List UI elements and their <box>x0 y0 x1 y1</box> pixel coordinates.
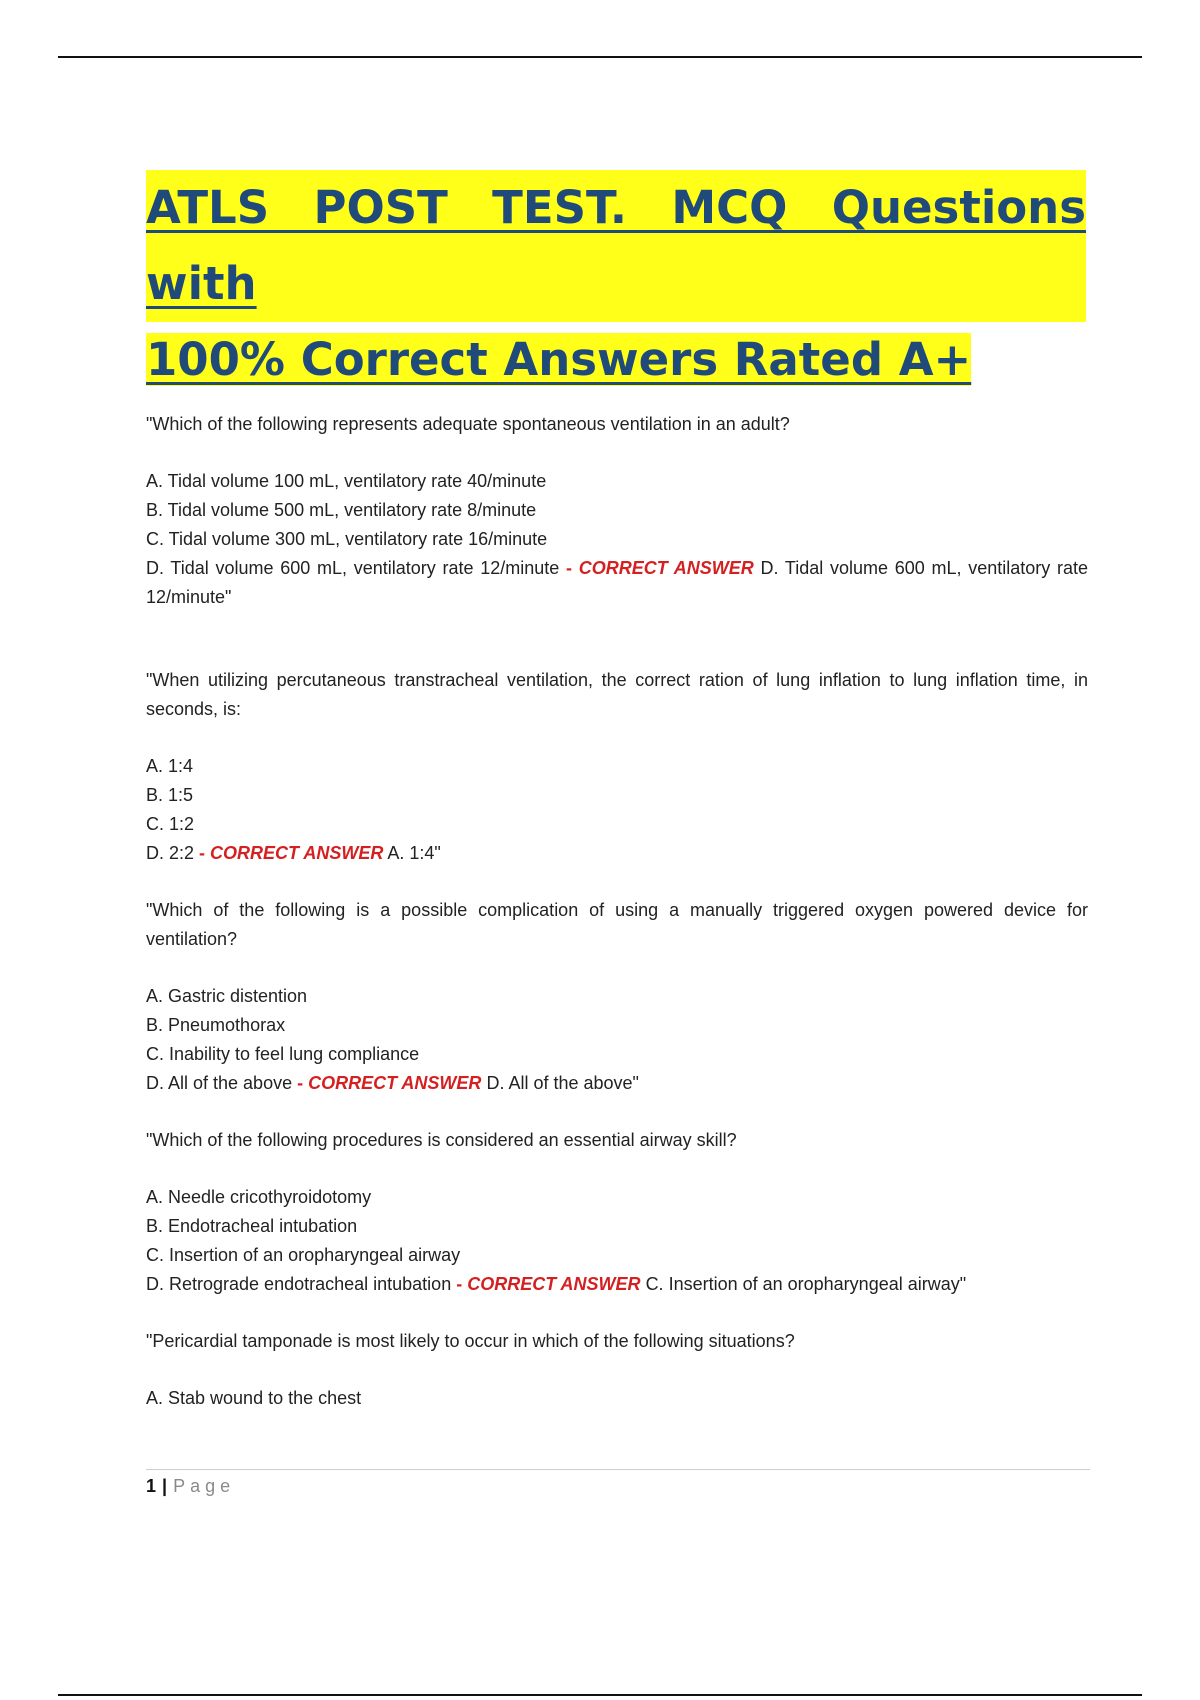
option-d-text: D. Retrograde endotracheal intubation <box>146 1274 452 1294</box>
correct-answer-label: CORRECT ANSWER <box>308 1073 482 1093</box>
question-text: "Which of the following is a possible complication of using a manually triggered oxygen powered device for ventilation? <box>146 900 1088 949</box>
option-d <box>146 554 1088 612</box>
option-d-text: D. 2:2 <box>146 843 195 863</box>
option-d-text: D. All of the above <box>146 1073 293 1093</box>
page-number: 1 <box>146 1476 157 1496</box>
question-text: "Pericardial tamponade is most likely to occur in which of the following situations? <box>146 1331 795 1351</box>
question-text: "When utilizing percutaneous transtracheal ventilation, the correct ration of lung inflation to lung inflation time, in seconds, is: <box>146 670 1088 719</box>
question-text: "Which of the following represents adequate spontaneous ventilation in an adult? <box>146 414 790 434</box>
title-line-2: 100% Correct Answers Rated A+ <box>146 333 972 386</box>
option-d <box>146 1069 1088 1098</box>
document-title <box>146 170 1086 398</box>
option-a: A. Stab wound to the chest <box>146 1388 362 1408</box>
bottom-rule <box>58 1694 1142 1696</box>
title-line-1: ATLS POST TEST. MCQ Questions with <box>146 170 1086 322</box>
question-block <box>146 666 1088 868</box>
answer-separator: - <box>451 1274 468 1294</box>
correct-answer-text: D. Tidal volume 600 mL, ventilatory rate 12/minute" <box>146 558 1088 607</box>
correct-answer-label: CORRECT ANSWER <box>578 558 754 578</box>
option-list <box>146 1183 1088 1299</box>
answer-separator: - <box>559 558 579 578</box>
option-a: A. 1:4 <box>146 756 194 776</box>
option-list <box>146 752 1088 868</box>
correct-answer-label: CORRECT ANSWER <box>467 1274 641 1294</box>
correct-answer-text: D. All of the above" <box>486 1073 639 1093</box>
option-b: B. 1:5 <box>146 785 194 805</box>
question-block <box>146 1327 1088 1413</box>
option-list <box>146 1384 1088 1413</box>
page-footer <box>146 1475 235 1497</box>
page-label: Page <box>173 1476 236 1496</box>
option-b: B. Tidal volume 500 mL, ventilatory rate 8/minute <box>146 500 537 520</box>
correct-answer-text: C. Insertion of an oropharyngeal airway" <box>645 1274 967 1294</box>
option-b: B. Endotracheal intubation <box>146 1216 358 1236</box>
option-d-text: D. Tidal volume 600 mL, ventilatory rate 12/minute <box>146 558 560 578</box>
question-text: "Which of the following procedures is considered an essential airway skill? <box>146 1130 737 1150</box>
footer-separator: | <box>162 1476 168 1496</box>
option-c: C. Tidal volume 300 mL, ventilatory rate 16/minute <box>146 529 548 549</box>
question-block <box>146 410 1088 612</box>
option-a: A. Tidal volume 100 mL, ventilatory rate 40/minute <box>146 471 547 491</box>
answer-separator: - <box>194 843 211 863</box>
option-list <box>146 982 1088 1098</box>
question-block <box>146 1126 1088 1299</box>
option-d <box>146 1270 1088 1299</box>
option-b: B. Pneumothorax <box>146 1015 286 1035</box>
option-d <box>146 839 1088 868</box>
option-a: A. Needle cricothyroidotomy <box>146 1187 372 1207</box>
answer-separator: - <box>292 1073 309 1093</box>
footer-rule <box>146 1469 1090 1470</box>
option-c: C. Insertion of an oropharyngeal airway <box>146 1245 461 1265</box>
option-list <box>146 467 1088 612</box>
option-c: C. Inability to feel lung compliance <box>146 1044 420 1064</box>
header-rule <box>58 56 1142 58</box>
option-a: A. Gastric distention <box>146 986 308 1006</box>
correct-answer-label: CORRECT ANSWER <box>210 843 384 863</box>
option-c: C. 1:2 <box>146 814 195 834</box>
document-body <box>146 410 1088 1413</box>
question-block <box>146 896 1088 1098</box>
correct-answer-text: A. 1:4" <box>387 843 441 863</box>
